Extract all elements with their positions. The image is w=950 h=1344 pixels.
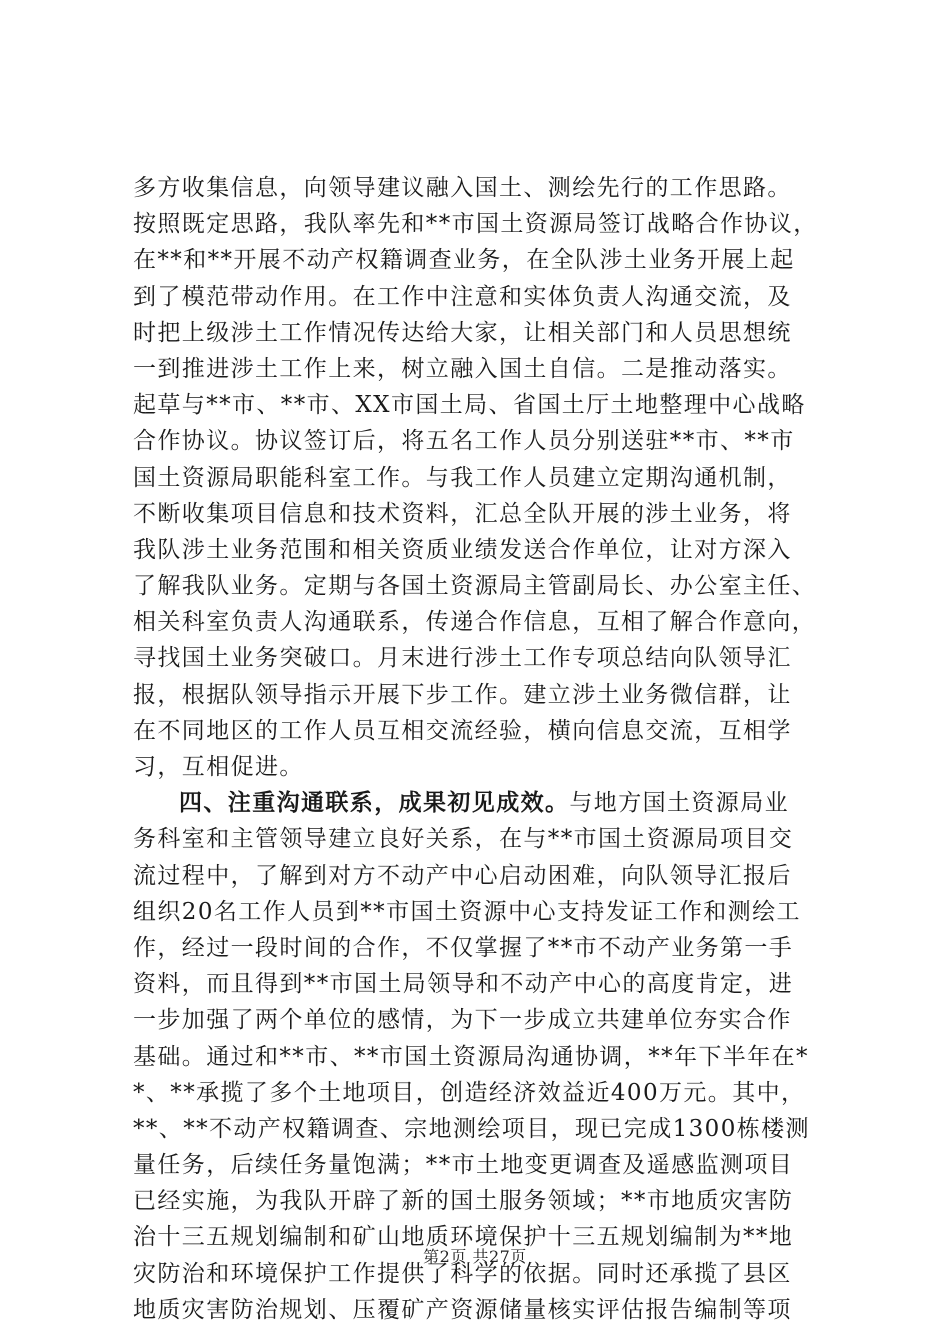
paragraph-line: 到了模范带动作用。在工作中注意和实体负责人沟通交流，及: [133, 283, 792, 310]
paragraph-line: 按照既定思路，我队率先和**市国土资源局签订战略合作协议，: [133, 211, 818, 238]
paragraph-line: 基础。通过和**市、**市国土资源局沟通协调，**年下半年在*: [133, 1043, 809, 1070]
paragraph-line: 治十三五规划编制和矿山地质环境保护十三五规划编制为**地: [133, 1224, 794, 1251]
page-number: 第2页 共27页: [423, 1247, 527, 1266]
body-text: [133, 170, 833, 1328]
paragraph-line: 了解我队业务。定期与各国土资源局主管副局长、办公室主任、: [133, 573, 817, 600]
paragraph-line: 资料，而且得到**市国土局领导和不动产中心的高度肯定，进: [133, 971, 794, 998]
paragraph-line: 务科室和主管领导建立良好关系，在与**市国土资源局项目交: [133, 826, 794, 853]
paragraph-line: 作，经过一段时间的合作，不仅掌握了**市不动产业务第一手: [133, 934, 794, 961]
paragraph-line: *、**承揽了多个土地项目，创造经济效益近400万元。其中，: [133, 1079, 806, 1106]
paragraph-line: 流过程中，了解到对方不动产中心启动困难，向队领导汇报后: [133, 862, 792, 889]
paragraph-line: 一到推进涉土工作上来，树立融入国土自信。二是推动落实。: [133, 355, 792, 382]
paragraph-line: 已经实施，为我队开辟了新的国土服务领域；**市地质灾害防: [133, 1188, 794, 1215]
paragraph-line: **、**不动产权籍调查、宗地测绘项目，现已完成1300栋楼测: [133, 1115, 810, 1142]
paragraph-line: 在不同地区的工作人员互相交流经验，横向信息交流，互相学: [133, 717, 792, 744]
paragraph-line: 多方收集信息，向领导建议融入国土、测绘先行的工作思路。: [133, 175, 792, 201]
paragraph-line: 起草与**市、**市、XX市国土局、省国土厅土地整理中心战略: [133, 392, 806, 419]
paragraph-line: 国土资源局职能科室工作。与我工作人员建立定期沟通机制，: [133, 464, 792, 491]
section-first-line-text: 与地方国土资源局业: [569, 790, 790, 817]
paragraph-line: 量任务，后续任务量饱满；**市土地变更调查及遥感监测项目: [133, 1152, 794, 1179]
paragraph-line: 寻找国土业务突破口。月末进行涉土工作专项总结向队领导汇: [133, 645, 792, 672]
paragraph-line: 习，互相促进。: [133, 754, 304, 780]
section-first-line: [133, 785, 833, 821]
paragraph-line: 时把上级涉土工作情况传达给大家，让相关部门和人员思想统: [133, 319, 792, 346]
paragraph-line: 我队涉土业务范围和相关资质业绩发送合作单位，让对方深入: [133, 536, 792, 563]
paragraph-line: 地质灾害防治规划、压覆矿产资源储量核实评估报告编制等项: [133, 1296, 792, 1323]
paragraph-line: 合作协议。协议签订后，将五名工作人员分别送驻**市、**市: [133, 428, 795, 455]
section-heading: 四、注重沟通联系，成果初见成效。: [179, 789, 570, 817]
paragraph-line: 不断收集项目信息和技术资料，汇总全队开展的涉土业务，将: [133, 500, 792, 527]
paragraph-line: 组织20名工作人员到**市国土资源中心支持发证工作和测绘工: [133, 898, 801, 925]
paragraph-line: 相关科室负责人沟通联系，传递合作信息，互相了解合作意向，: [133, 609, 817, 636]
paragraph-line: 报，根据队领导指示开展下步工作。建立涉土业务微信群，让: [133, 681, 792, 708]
paragraph-line: 一步加强了两个单位的感情，为下一步成立共建单位夯实合作: [133, 1007, 792, 1034]
paragraph-line: 灾防治和环境保护工作提供了科学的依据。同时还承揽了县区: [133, 1260, 792, 1287]
paragraph-line: 在**和**开展不动产权籍调查业务，在全队涉土业务开展上起: [133, 247, 795, 274]
